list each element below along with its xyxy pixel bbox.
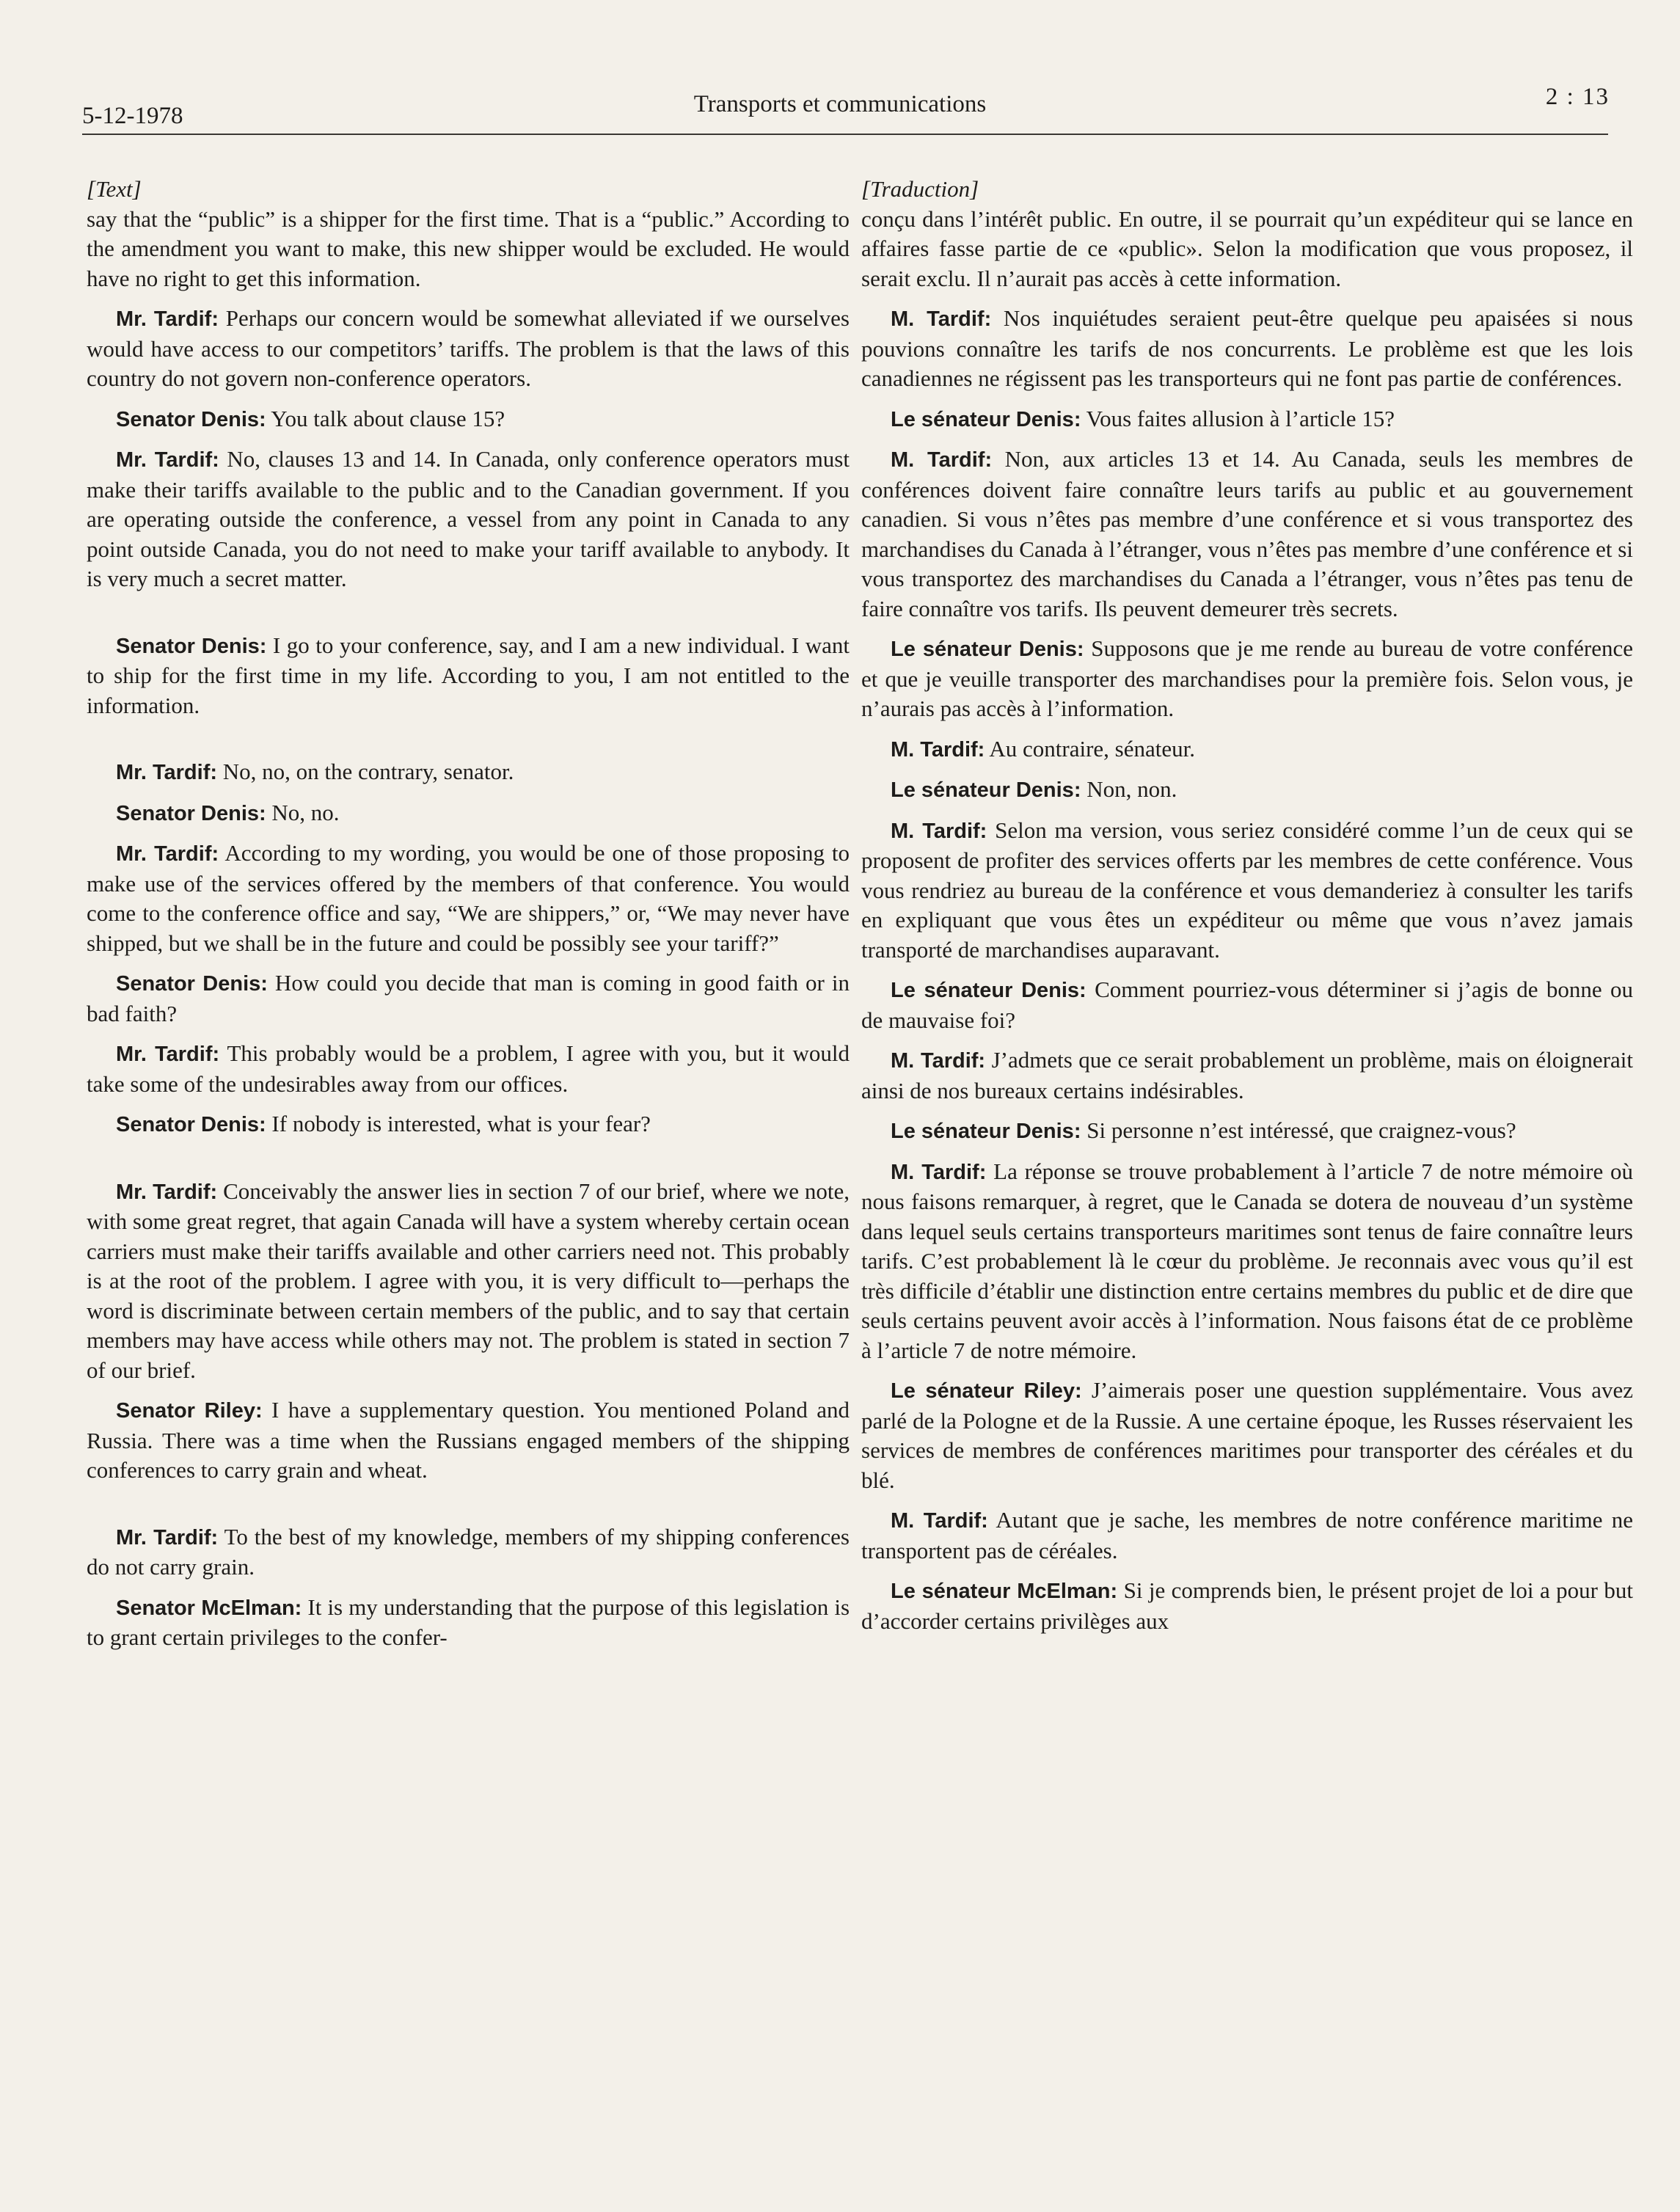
- speech-text: Non, non.: [1081, 776, 1177, 802]
- paragraph: [861, 975, 1633, 1035]
- header-title: Transports et communications: [693, 91, 987, 117]
- paragraph: [87, 404, 850, 435]
- speaker-name: Le sénateur McElman:: [891, 1580, 1118, 1603]
- speech-text: J’aimerais poser une question supplémentaire. Vous avez parlé de la Pologne et de la Russie. A une certaine époque, les Russes réservaient les services de membres de conférences maritimes pour transporter des céréales et du blé.: [861, 1377, 1633, 1493]
- paragraph: [87, 757, 850, 788]
- speech-text: Comment pourriez-vous déterminer si j’agis de bonne ou de mauvaise foi?: [861, 977, 1633, 1033]
- speaker-name: M. Tardif:: [891, 1509, 988, 1533]
- speech-text: Perhaps our concern would be somewhat alleviated if we ourselves would have access to our competitors’ tariffs. The problem is that the laws of this country do not govern non-conference operators.: [87, 305, 850, 391]
- header-date: 5-12-1978: [82, 103, 183, 129]
- paragraph: [87, 1522, 850, 1583]
- speaker-name: Le sénateur Denis:: [891, 407, 1081, 431]
- speaker-name: Senator Denis:: [116, 972, 268, 996]
- speech-text: Conceivably the answer lies in section 7 of our brief, where we note, with some great regret, that again Canada will have a system whereby certain ocean carriers must make their tariffs available and other carriers need not. This probably is at the root of the problem. I agree with you, it is very difficult to—perhaps the word is discriminate between certain members of the public, and to say that certain members may have access while others may not. The problem is stated in section 7 of our brief.: [87, 1178, 850, 1383]
- speaker-name: M. Tardif:: [891, 1160, 987, 1184]
- speaker-name: M. Tardif:: [891, 737, 985, 762]
- paragraph: conçu dans l’intérêt public. En outre, il se pourrait qu’un expéditeur qui se lance en affaires fasse partie de ce «public». Selon la modification que vous proposez, il serait exclu. Il n’aurait pas accès à cette information.: [861, 205, 1633, 291]
- speech-text: J’admets que ce serait probablement un problème, mais on éloignerait ainsi de nos bureaux certains indésirables.: [861, 1047, 1633, 1103]
- speech-text: No, clauses 13 and 14. In Canada, only conference operators must make their tariffs available to the public and to the Canadian government. If you are operating outside the conference, a vessel from any point in Canada to any point outside Canada, you do not need to make your tariff available to anybody. It is very much a secret matter.: [87, 446, 850, 591]
- speech-text: Selon ma version, vous seriez considéré comme l’un de ceux qui se proposent de profiter des services offerts par les membres de cette conférence. Vous vous rendriez au bureau de la conférence et vous demanderiez à consulter les tarifs en expliquant que vous êtes un expéditeur ou même que vous n’avez jamais transporté de marchandises auparavant.: [861, 817, 1633, 963]
- header-rule: [82, 134, 1608, 135]
- speech-text: No, no, on the contrary, senator.: [217, 759, 514, 784]
- paragraph: [861, 404, 1633, 435]
- speaker-name: Senator Denis:: [116, 407, 266, 431]
- speaker-name: Le sénateur Denis:: [891, 638, 1084, 661]
- speech-text: Supposons que je me rende au bureau de votre conférence et que je veuille transporter des marchandises pour la première fois. Selon vous, je n’aurais pas accès à l’information.: [861, 635, 1633, 721]
- paragraph: [861, 1576, 1633, 1636]
- paragraph: [87, 1395, 850, 1486]
- speaker-name: Mr. Tardif:: [116, 1043, 220, 1066]
- speaker-name: Mr. Tardif:: [116, 761, 218, 784]
- speaker-name: Mr. Tardif:: [116, 842, 219, 866]
- speaker-name: M. Tardif:: [891, 819, 987, 843]
- speaker-name: M. Tardif:: [891, 448, 993, 472]
- paragraph: [87, 839, 850, 958]
- speaker-name: Le sénateur Riley:: [891, 1379, 1082, 1403]
- speech-text: You talk about clause 15?: [266, 405, 505, 431]
- paragraph: [87, 1593, 850, 1653]
- paragraph: [861, 634, 1633, 724]
- speaker-name: Mr. Tardif:: [116, 1525, 219, 1550]
- speaker-name: Mr. Tardif:: [116, 448, 219, 472]
- speech-text: Non, aux articles 13 et 14. Au Canada, seuls les membres de conférences doivent faire connaître leurs tarifs au public et au gouvernement canadien. Si vous n’êtes pas membre d’une conférence et si vous transportez des marchandises du Canada à l’étranger, vous n’êtes pas membre d’une conférence et si vous transportez des marchandises du Canada a l’étranger, vous n’êtes pas tenu de faire connaître vos tarifs. Ils peuvent demeurer très secrets.: [861, 446, 1633, 621]
- english-column: [87, 175, 850, 1663]
- speaker-name: Mr. Tardif:: [116, 1180, 218, 1204]
- paragraph: [87, 1177, 850, 1386]
- paragraph: [87, 1109, 850, 1140]
- speaker-name: Le sénateur Denis:: [891, 979, 1086, 1002]
- paragraph: [861, 445, 1633, 624]
- speaker-name: Mr. Tardif:: [116, 307, 219, 331]
- speech-text: La réponse se trouve probablement à l’article 7 de notre mémoire où nous faisons remarquer, à regret, que le Canada se dotera de nouveau d’un système dans lequel seuls certains transporteurs maritimes sont tenus de faire connaître leurs tarifs. C’est probablement là le cœur du problème. Je reconnais avec vous qu’il est très difficile d’établir une distinction entre certains membres du public et de dire que seuls certains peuvent avoir accès à l’information. Nous faisons état de ce problème à l’article 7 de notre mémoire.: [861, 1158, 1633, 1363]
- text-tag: [Text]: [87, 176, 142, 202]
- french-column: [861, 175, 1633, 1646]
- paragraph: [861, 1045, 1633, 1106]
- speech-text: It is my understanding that the purpose of this legislation is to grant certain privileges to the confer-: [87, 1594, 850, 1650]
- translation-tag: [Traduction]: [861, 176, 979, 202]
- paragraph: [87, 968, 850, 1029]
- speech-text: According to my wording, you would be one of those proposing to make use of the services offered by the members of that conference. You would come to the conference office and say, “We are shippers,” or, “We may never have shipped, but we shall be in the future and could be possibly see your tariff?”: [87, 840, 850, 956]
- header-page-number: 2 : 13: [1545, 84, 1610, 110]
- speech-text: To the best of my knowledge, members of my shipping conferences do not carry grain.: [87, 1523, 850, 1580]
- paragraph: [861, 1376, 1633, 1495]
- speech-text: Autant que je sache, les membres de notre conférence maritime ne transportent pas de céréales.: [861, 1507, 1633, 1563]
- speech-text: I go to your conference, say, and I am a new individual. I want to ship for the first time in my life. According to you, I am not entitled to the information.: [87, 632, 850, 718]
- paragraph: [87, 445, 850, 594]
- speech-text: Vous faites allusion à l’article 15?: [1081, 405, 1395, 431]
- paragraph: [87, 631, 850, 721]
- paragraph: [861, 816, 1633, 966]
- paragraph: [87, 1039, 850, 1099]
- speech-text: If nobody is interested, what is your fear?: [266, 1111, 651, 1136]
- speaker-name: Senator Denis:: [116, 634, 267, 658]
- paragraph: [861, 304, 1633, 394]
- speaker-name: M. Tardif:: [891, 307, 992, 331]
- speech-text: Si je comprends bien, le présent projet de loi a pour but d’accorder certains privilèges aux: [861, 1577, 1633, 1634]
- paragraph: [861, 1116, 1633, 1147]
- speech-text: Nos inquiétudes seraient peut-être quelque peu apaisées si nous pouvions connaître les tarifs de nos concurrents. Le problème est que les lois canadiennes ne régissent pas les transporteurs qui ne font pas partie de conférences.: [861, 305, 1633, 391]
- speaker-name: M. Tardif:: [891, 1049, 986, 1073]
- speech-text: I have a supplementary question. You mentioned Poland and Russia. There was a time when the Russians engaged members of the shipping conferences to carry grain and wheat.: [87, 1397, 850, 1483]
- paragraph: say that the “public” is a shipper for the first time. That is a “public.” According to the amendment you want to make, this new shipper would be excluded. He would have no right to get this information.: [87, 205, 850, 291]
- speaker-name: Senator Denis:: [116, 1113, 266, 1136]
- paragraph: [861, 775, 1633, 806]
- paragraph: [861, 1505, 1633, 1566]
- speech-text: How could you decide that man is coming in good faith or in bad faith?: [87, 970, 850, 1026]
- paragraph: [861, 734, 1633, 765]
- speech-text: Si personne n’est intéressé, que craignez-vous?: [1081, 1117, 1516, 1143]
- speaker-name: Senator McElman:: [116, 1596, 302, 1620]
- speaker-name: Senator Riley:: [116, 1399, 263, 1423]
- speaker-name: Le sénateur Denis:: [891, 778, 1081, 802]
- paragraph: [87, 798, 850, 829]
- speaker-name: Senator Denis:: [116, 801, 266, 825]
- speaker-name: Le sénateur Denis:: [891, 1120, 1081, 1143]
- speech-text: Au contraire, sénateur.: [985, 735, 1195, 762]
- speech-text: No, no.: [266, 799, 340, 825]
- paragraph: [861, 1157, 1633, 1366]
- speech-text: This probably would be a problem, I agree with you, but it would take some of the undesirables away from our offices.: [87, 1040, 850, 1097]
- paragraph: [87, 304, 850, 394]
